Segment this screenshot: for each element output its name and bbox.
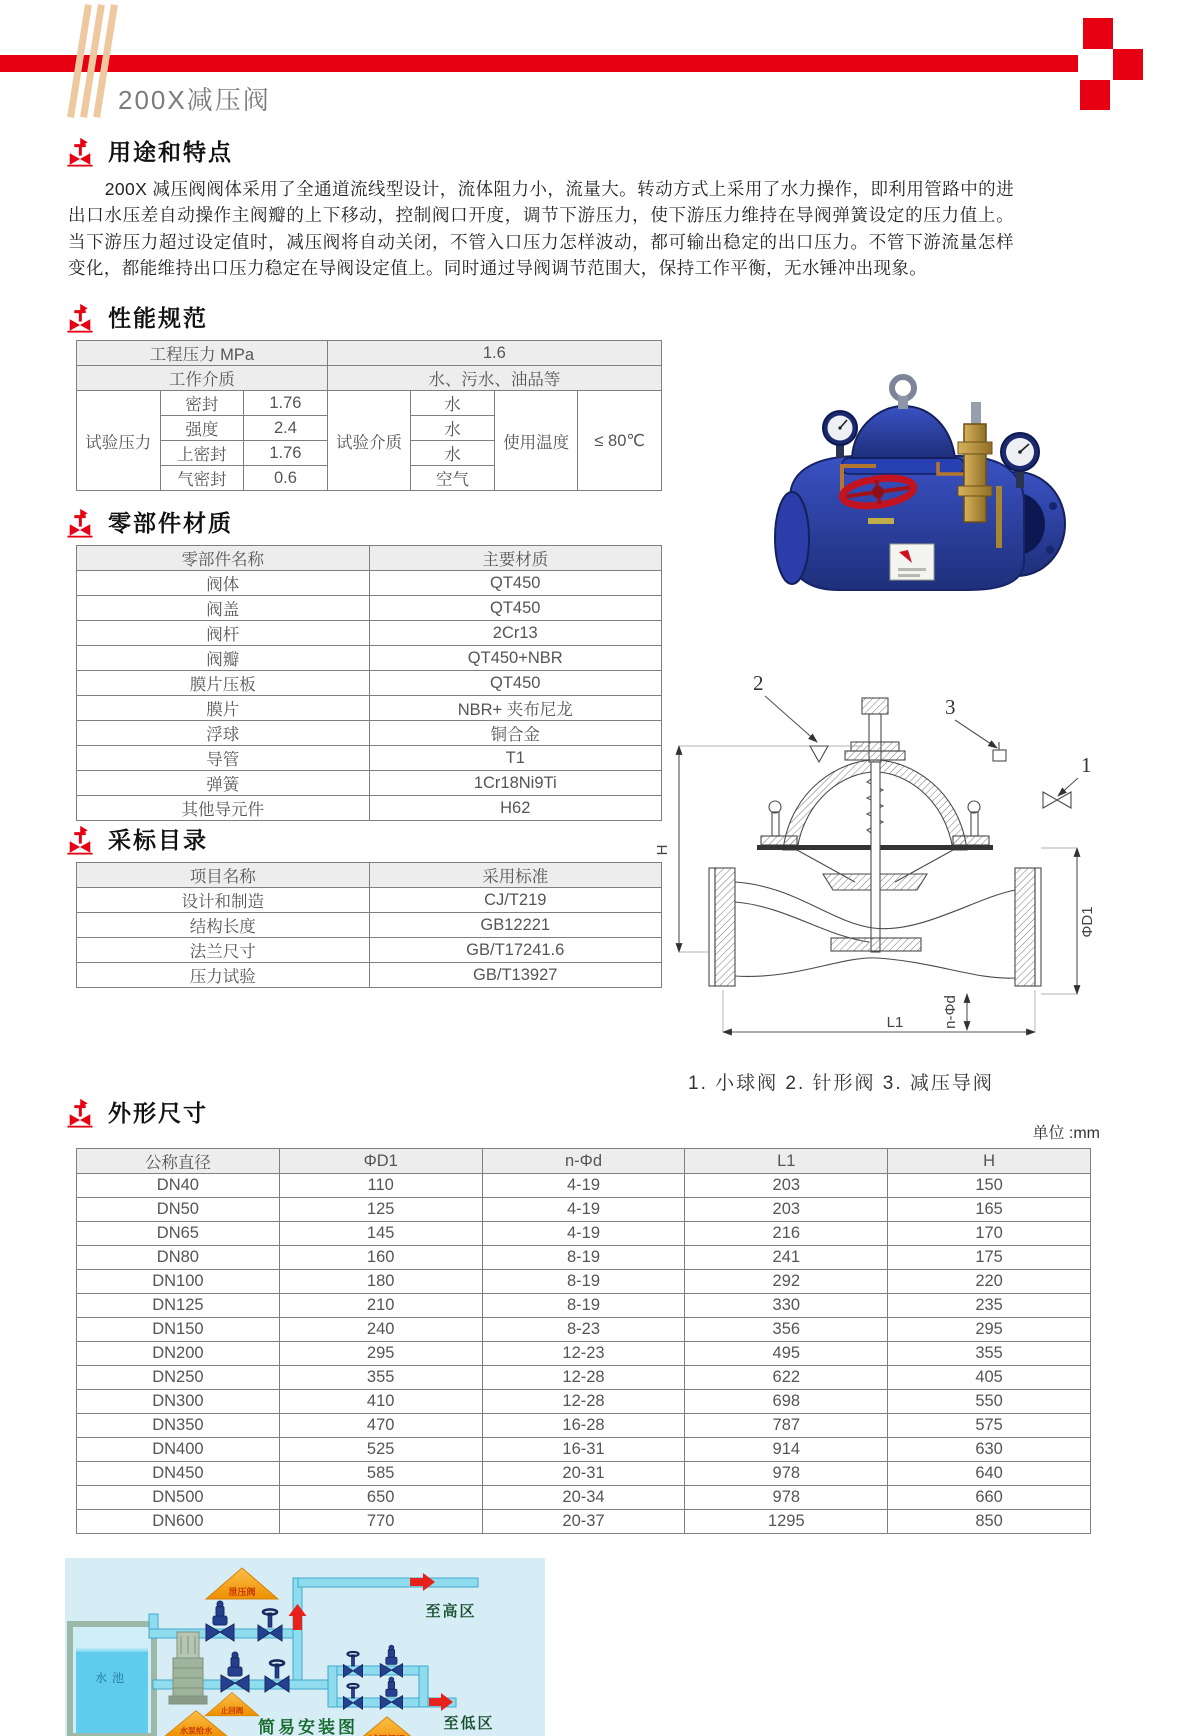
table-cell: 1.6 xyxy=(327,341,661,366)
table-cell: 水、污水、油品等 xyxy=(327,366,661,391)
table-cell: 20-31 xyxy=(482,1462,685,1486)
valve-icon xyxy=(66,1096,94,1128)
table-cell: QT450 xyxy=(369,596,662,621)
table-row xyxy=(77,1270,1091,1294)
table-cell: 470 xyxy=(279,1414,482,1438)
product-photo xyxy=(750,346,1070,598)
table-cell: 770 xyxy=(279,1510,482,1534)
table-cell: 295 xyxy=(279,1342,482,1366)
dim-label-nd: n-Φd xyxy=(942,995,959,1029)
table-cell: 978 xyxy=(685,1486,888,1510)
table-cell: 上密封 xyxy=(160,441,244,466)
table-cell: GB12221 xyxy=(369,913,662,938)
table-cell: 使用温度 xyxy=(494,391,578,491)
valve-flange xyxy=(775,492,809,584)
table-row xyxy=(77,646,662,671)
valve-dome xyxy=(852,406,955,458)
table-cell: GB/T17241.6 xyxy=(369,938,662,963)
table-cell: DN300 xyxy=(77,1390,280,1414)
table-cell: 660 xyxy=(888,1486,1091,1510)
table-row xyxy=(77,1318,1091,1342)
eye-bolt-stem xyxy=(898,396,908,409)
table-cell: 1.76 xyxy=(244,441,328,466)
table-cell: 20-34 xyxy=(482,1486,685,1510)
dimensions-table xyxy=(76,1148,1091,1534)
section-title: 外形尺寸 xyxy=(108,1100,208,1126)
table-cell: 浮球 xyxy=(77,721,370,746)
table-cell: DN100 xyxy=(77,1270,280,1294)
table-cell: 0.6 xyxy=(244,466,328,491)
column-header: 采用标准 xyxy=(369,863,662,888)
table-cell: DN40 xyxy=(77,1174,280,1198)
table-cell: 698 xyxy=(685,1390,888,1414)
tank-label: 水池 xyxy=(94,1671,130,1685)
table-cell: 膜片 xyxy=(77,696,370,721)
table-cell: 630 xyxy=(888,1438,1091,1462)
table-cell: 水 xyxy=(411,416,495,441)
table-cell: CJ/T219 xyxy=(369,888,662,913)
table-cell: 试验介质 xyxy=(327,391,411,491)
table-row xyxy=(77,888,662,913)
table-cell: 16-31 xyxy=(482,1438,685,1462)
dim-label-d1: ΦD1 xyxy=(1079,906,1096,938)
technical-drawing xyxy=(645,650,1105,1070)
table-cell: 170 xyxy=(888,1222,1091,1246)
table-row xyxy=(77,1174,1091,1198)
table-cell: 结构长度 xyxy=(77,913,370,938)
column-header: L1 xyxy=(685,1149,888,1174)
table-row xyxy=(77,1294,1091,1318)
table-cell: DN350 xyxy=(77,1414,280,1438)
table-cell: 4-19 xyxy=(482,1174,685,1198)
table-row xyxy=(77,938,662,963)
table-row xyxy=(77,571,662,596)
header-red-square xyxy=(1083,18,1113,49)
table-cell: 阀杆 xyxy=(77,621,370,646)
table-cell: 2.4 xyxy=(244,416,328,441)
dim-label-h: H xyxy=(654,844,671,856)
table-cell: 4-19 xyxy=(482,1198,685,1222)
installation-diagram xyxy=(65,1558,545,1736)
table-cell: 241 xyxy=(685,1246,888,1270)
table-cell: 工程压力 MPa xyxy=(77,341,328,366)
section-heading-features xyxy=(66,134,233,167)
table-cell: DN80 xyxy=(77,1246,280,1270)
table-cell: 160 xyxy=(279,1246,482,1270)
table-cell: H62 xyxy=(369,796,662,821)
valve-icon xyxy=(66,823,94,855)
table-cell: 强度 xyxy=(160,416,244,441)
table-cell: 150 xyxy=(888,1174,1091,1198)
table-cell: 水 xyxy=(411,391,495,416)
table-cell: 235 xyxy=(888,1294,1091,1318)
table-cell: 914 xyxy=(685,1438,888,1462)
table-row xyxy=(77,1246,1091,1270)
table-row xyxy=(77,1510,1091,1534)
callout-1: 1 xyxy=(1081,753,1092,777)
table-cell: 165 xyxy=(888,1198,1091,1222)
table-header-row xyxy=(77,546,662,571)
column-header: ΦD1 xyxy=(279,1149,482,1174)
table-cell: 850 xyxy=(888,1510,1091,1534)
table-cell: 292 xyxy=(685,1270,888,1294)
table-header-row xyxy=(77,1149,1091,1174)
valve-icon xyxy=(66,506,94,538)
table-cell: DN250 xyxy=(77,1366,280,1390)
table-cell: 阀体 xyxy=(77,571,370,596)
table-cell: 水 xyxy=(411,441,495,466)
svg-text:止回阀: 止回阀 xyxy=(220,1705,244,1715)
table-cell: 203 xyxy=(685,1198,888,1222)
table-row xyxy=(77,771,662,796)
table-cell: 1295 xyxy=(685,1510,888,1534)
table-cell: QT450+NBR xyxy=(369,646,662,671)
table-cell: 978 xyxy=(685,1462,888,1486)
table-cell: 16-28 xyxy=(482,1414,685,1438)
table-cell: 330 xyxy=(685,1294,888,1318)
table-cell: 495 xyxy=(685,1342,888,1366)
installation-caption: 简易安装图 xyxy=(258,1718,358,1736)
table-cell: 550 xyxy=(888,1390,1091,1414)
column-header: 主要材质 xyxy=(369,546,662,571)
materials-table xyxy=(76,545,662,821)
table-cell: NBR+ 夹布尼龙 xyxy=(369,696,662,721)
table-cell: 20-37 xyxy=(482,1510,685,1534)
table-cell: DN150 xyxy=(77,1318,280,1342)
table-cell: 1Cr18Ni9Ti xyxy=(369,771,662,796)
table-cell: 弹簧 xyxy=(77,771,370,796)
table-cell: 210 xyxy=(279,1294,482,1318)
header-red-square xyxy=(1080,80,1110,110)
features-paragraph: 200X 减压阀阀体采用了全通道流线型设计，流体阻力小，流量大。转动方式上采用了水力操作，即利用管路中的进出口水压差自动操作主阀瓣的上下移动，控制阀口开度，调节下游压力，使下游压力维持在导阀弹簧设定的压力值上。当下游压力超过设定值时，减压阀将自动关闭，不管入口压力怎样波动，都可输出稳定的出口压力。不管下游流量怎样变化，都能维持出口压力稳定在导阀设定值上。同时通过导阀调节范围大，保持工作平衡，无水锤冲出现象。 xyxy=(68,179,1014,278)
dim-label-l1: L1 xyxy=(886,1014,904,1031)
header-red-square xyxy=(1113,49,1143,80)
table-cell: 622 xyxy=(685,1366,888,1390)
table-row xyxy=(77,1366,1091,1390)
table-row xyxy=(77,746,662,771)
table-cell: 空气 xyxy=(411,466,495,491)
performance-table xyxy=(76,340,662,491)
section-title: 零部件材质 xyxy=(108,510,233,536)
table-row xyxy=(77,1390,1091,1414)
table-cell: 密封 xyxy=(160,391,244,416)
table-row xyxy=(77,366,662,391)
table-cell: DN450 xyxy=(77,1462,280,1486)
table-row xyxy=(77,1414,1091,1438)
table-row xyxy=(77,721,662,746)
table-row xyxy=(77,1342,1091,1366)
table-row xyxy=(77,341,662,366)
table-cell: 4-19 xyxy=(482,1222,685,1246)
table-cell: 其他导元件 xyxy=(77,796,370,821)
table-cell: 175 xyxy=(888,1246,1091,1270)
column-header: 项目名称 xyxy=(77,863,370,888)
section-heading-dimensions xyxy=(66,1095,208,1128)
svg-text:水泵给水: 水泵给水 xyxy=(179,1726,213,1736)
table-cell: 295 xyxy=(888,1318,1091,1342)
table-cell: 110 xyxy=(279,1174,482,1198)
table-row xyxy=(77,596,662,621)
drawing-caption: 1. 小球阀 2. 针形阀 3. 减压导阀 xyxy=(688,1073,994,1094)
table-cell: T1 xyxy=(369,746,662,771)
table-cell: QT450 xyxy=(369,671,662,696)
table-cell: 216 xyxy=(685,1222,888,1246)
section-heading-standards xyxy=(66,822,208,855)
table-cell: 8-19 xyxy=(482,1246,685,1270)
table-cell: 203 xyxy=(685,1174,888,1198)
table-cell: 220 xyxy=(888,1270,1091,1294)
unit-note: 单位 :mm xyxy=(1032,1125,1100,1142)
section-heading-materials xyxy=(66,505,233,538)
standards-table xyxy=(76,862,662,988)
section-heading-performance xyxy=(66,300,208,333)
table-cell: 工作介质 xyxy=(77,366,328,391)
table-cell: 12-28 xyxy=(482,1366,685,1390)
table-cell: GB/T13927 xyxy=(369,963,662,988)
table-cell: 355 xyxy=(888,1342,1091,1366)
column-header: 公称直径 xyxy=(77,1149,280,1174)
table-row xyxy=(77,1438,1091,1462)
section-title: 性能规范 xyxy=(108,305,208,331)
table-cell: 铜合金 xyxy=(369,721,662,746)
table-cell: 1.76 xyxy=(244,391,328,416)
table-cell: 405 xyxy=(888,1366,1091,1390)
table-row xyxy=(77,1198,1091,1222)
table-cell: 650 xyxy=(279,1486,482,1510)
table-cell: 膜片压板 xyxy=(77,671,370,696)
callout-3: 3 xyxy=(945,695,956,719)
table-cell: 145 xyxy=(279,1222,482,1246)
table-cell: 12-23 xyxy=(482,1342,685,1366)
zone-label-high: 至高区 xyxy=(425,1603,477,1620)
table-cell: 575 xyxy=(888,1414,1091,1438)
table-cell: DN65 xyxy=(77,1222,280,1246)
section-title: 用途和特点 xyxy=(108,139,233,165)
table-cell: 2Cr13 xyxy=(369,621,662,646)
table-cell: 640 xyxy=(888,1462,1091,1486)
table-cell: DN200 xyxy=(77,1342,280,1366)
table-cell: QT450 xyxy=(369,571,662,596)
column-header: n-Φd xyxy=(482,1149,685,1174)
table-cell: DN125 xyxy=(77,1294,280,1318)
table-cell: 585 xyxy=(279,1462,482,1486)
table-cell: DN400 xyxy=(77,1438,280,1462)
column-header: H xyxy=(888,1149,1091,1174)
table-header-row xyxy=(77,863,662,888)
table-cell: 240 xyxy=(279,1318,482,1342)
table-row xyxy=(77,963,662,988)
table-cell: ≤ 80℃ xyxy=(578,391,662,491)
table-cell: 气密封 xyxy=(160,466,244,491)
table-cell: DN500 xyxy=(77,1486,280,1510)
table-cell: 355 xyxy=(279,1366,482,1390)
table-row xyxy=(77,391,662,416)
table-cell: 410 xyxy=(279,1390,482,1414)
table-row xyxy=(77,671,662,696)
header-red-bar xyxy=(0,55,1078,72)
table-cell: 8-19 xyxy=(482,1270,685,1294)
table-cell: 压力试验 xyxy=(77,963,370,988)
table-cell: 阀瓣 xyxy=(77,646,370,671)
callout-2: 2 xyxy=(753,671,764,695)
table-cell: 8-23 xyxy=(482,1318,685,1342)
svg-text:泄压阀: 泄压阀 xyxy=(228,1587,256,1597)
page-title: 200X减压阀 xyxy=(118,85,271,115)
table-row xyxy=(77,1462,1091,1486)
table-cell: DN50 xyxy=(77,1198,280,1222)
table-row xyxy=(77,621,662,646)
table-cell: 525 xyxy=(279,1438,482,1462)
valve-icon xyxy=(66,301,94,333)
zone-label-low: 至低区 xyxy=(443,1715,495,1732)
table-cell: 356 xyxy=(685,1318,888,1342)
table-cell: 设计和制造 xyxy=(77,888,370,913)
table-cell: 125 xyxy=(279,1198,482,1222)
table-row xyxy=(77,696,662,721)
table-cell: 法兰尺寸 xyxy=(77,938,370,963)
table-cell: 阀盖 xyxy=(77,596,370,621)
table-row xyxy=(77,796,662,821)
table-cell: 787 xyxy=(685,1414,888,1438)
table-cell: 8-19 xyxy=(482,1294,685,1318)
table-cell: DN600 xyxy=(77,1510,280,1534)
table-row xyxy=(77,1486,1091,1510)
table-row xyxy=(77,1222,1091,1246)
table-cell: 12-28 xyxy=(482,1390,685,1414)
table-cell: 导管 xyxy=(77,746,370,771)
section-title: 采标目录 xyxy=(108,827,208,853)
table-cell: 180 xyxy=(279,1270,482,1294)
valve-icon xyxy=(66,135,94,167)
column-header: 零部件名称 xyxy=(77,546,370,571)
table-cell: 试验压力 xyxy=(77,391,161,491)
eye-bolt xyxy=(892,377,914,399)
table-row xyxy=(77,913,662,938)
